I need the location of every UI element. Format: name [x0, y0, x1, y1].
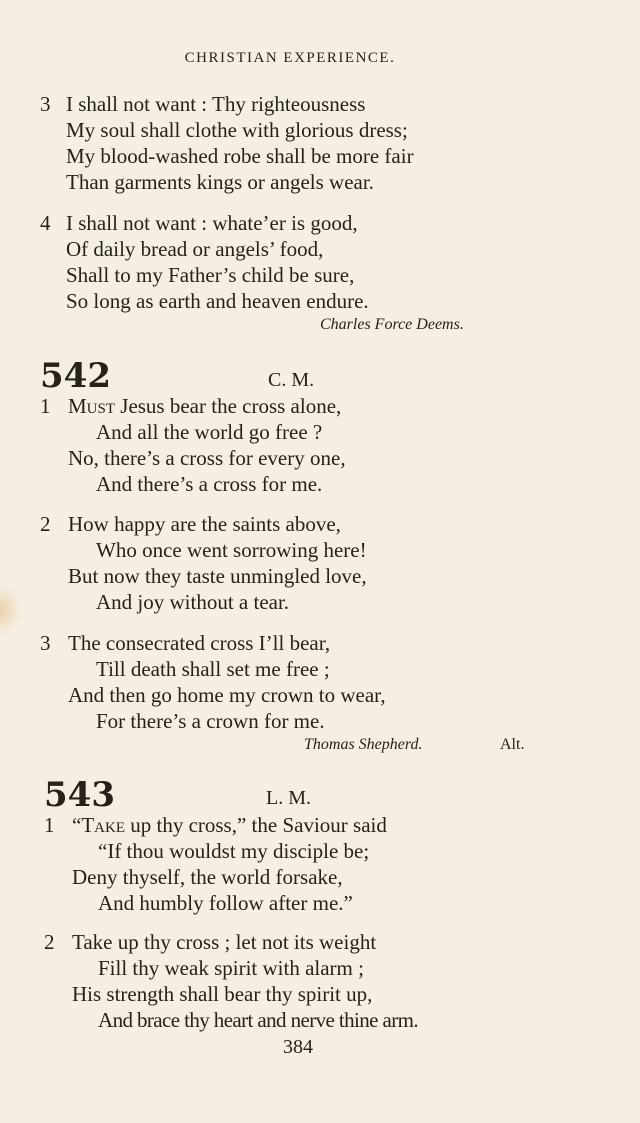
hymn-number: 542 [40, 356, 111, 396]
attribution: Charles Force Deems. [320, 316, 464, 333]
verse-line: Shall to my Father’s child be sure, [66, 263, 355, 287]
verse-line: Of daily bread or angels’ food, [66, 237, 324, 261]
verse-line: And all the world go free ? [96, 420, 323, 444]
verse-line: Fill thy weak spirit with alarm ; [98, 956, 364, 980]
verse-line: And then go home my crown to wear, [68, 683, 386, 707]
verse-number: 2 [40, 512, 51, 536]
verse-line: My blood-washed robe shall be more fair [66, 144, 414, 168]
verse-number: 1 [40, 394, 51, 418]
verse-line: For there’s a crown for me. [96, 709, 325, 733]
verse-first-word: “Take [72, 813, 125, 837]
verse-line: The consecrated cross I’ll bear, [68, 631, 331, 655]
verse-line [72, 813, 387, 837]
meter: C. M. [268, 369, 315, 391]
verse-line: How happy are the saints above, [68, 512, 341, 536]
hymn-number: 543 [44, 775, 115, 815]
verse-line: “If thou wouldst my disciple be; [98, 839, 370, 863]
verse-line: No, there’s a cross for every one, [68, 446, 346, 470]
verse-line: I shall not want : Thy righteousness [66, 92, 366, 116]
verse-line: Till death shall set me free ; [96, 657, 330, 681]
verse-line: His strength shall bear thy spirit up, [72, 982, 373, 1006]
verse-line: I shall not want : whate’er is good, [66, 211, 358, 235]
verse-line: Who once went sorrowing here! [96, 538, 367, 562]
verse-first-word: Must [68, 394, 116, 418]
verse-line: My soul shall clothe with glorious dress; [66, 118, 408, 142]
verse-line: So long as earth and heaven endure. [66, 289, 369, 313]
verse-line: And brace thy heart and nerve thine arm. [98, 1008, 419, 1032]
paper-stain [0, 585, 22, 635]
verse-line: Take up thy cross ; let not its weight [72, 930, 377, 954]
verse-line: Deny thyself, the world forsake, [72, 865, 343, 889]
verse-line: And joy without a tear. [96, 590, 290, 614]
verse-line: Than garments kings or angels wear. [66, 170, 374, 194]
running-head: CHRISTIAN EXPERIENCE. [184, 50, 396, 66]
verse-number: 3 [40, 92, 51, 116]
attribution: Thomas Shepherd. [304, 736, 423, 753]
verse-line: And there’s a cross for me. [96, 472, 323, 496]
verse-number: 4 [40, 211, 51, 235]
verse-line: And humbly follow after me.” [98, 891, 353, 915]
verse-line-rest: Jesus bear the cross alone, [115, 394, 342, 418]
page-number: 384 [283, 1036, 313, 1058]
verse-number: 1 [44, 813, 55, 837]
verse-line: But now they taste unmingled love, [68, 564, 367, 588]
attribution-note: Alt. [500, 736, 525, 753]
verse-number: 2 [44, 930, 55, 954]
meter: L. M. [266, 787, 311, 809]
verse-number: 3 [40, 631, 51, 655]
verse-line [68, 394, 341, 418]
verse-line-rest: up thy cross,” the Saviour said [124, 813, 387, 837]
